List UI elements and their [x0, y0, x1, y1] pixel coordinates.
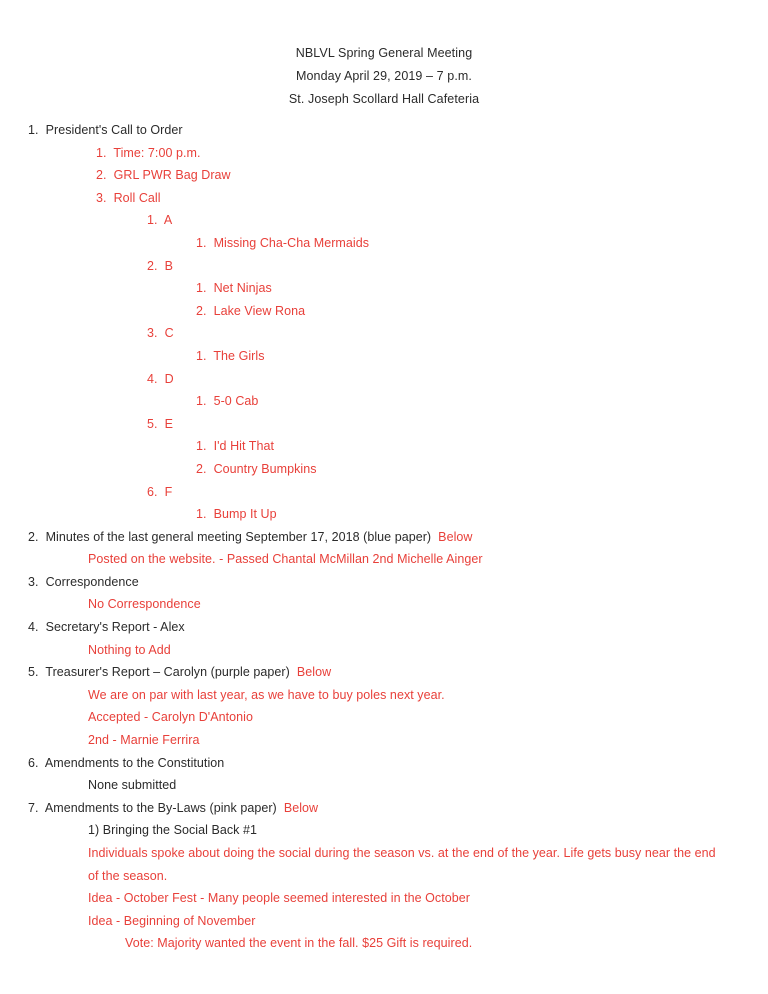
team-name: 5-0 Cab	[213, 394, 259, 409]
meeting-title: NBLVL Spring General Meeting	[295, 46, 473, 60]
agenda-outline	[0, 119, 768, 955]
agenda-item-5	[0, 661, 768, 684]
division-label: D	[164, 371, 174, 386]
list-marker: 6.	[28, 755, 43, 770]
agenda-item-7-vote: Vote: Majority wanted the event in the fall. $25 Gift is required.	[125, 936, 473, 951]
division-label: A	[163, 213, 173, 228]
below-annotation: Below	[434, 529, 473, 544]
agenda-item-label: GRL PWR Bag Draw	[113, 168, 231, 183]
agenda-item-label: Correspondence	[45, 574, 139, 589]
team-name: The Girls	[213, 348, 265, 363]
agenda-item-1	[0, 119, 768, 142]
meeting-datetime: Monday April 29, 2019 – 7 p.m.	[295, 69, 473, 83]
division-f	[0, 481, 768, 504]
agenda-item-label: Time: 7:00 p.m.	[113, 145, 201, 160]
team-e-1	[0, 435, 768, 458]
list-marker: 3.	[96, 190, 111, 205]
document-header	[0, 0, 768, 111]
division-c	[0, 322, 768, 345]
list-marker: 1.	[196, 439, 211, 454]
agenda-item-3	[0, 571, 768, 594]
list-marker: 7.	[28, 800, 43, 815]
team-name: Missing Cha-Cha Mermaids	[213, 235, 370, 250]
agenda-item-7	[0, 797, 768, 820]
team-b-2	[0, 300, 768, 323]
division-label: E	[164, 416, 173, 431]
list-marker: 1.	[196, 394, 211, 409]
team-name: Bump It Up	[213, 507, 277, 522]
agenda-item-label: Treasurer's Report – Carolyn (purple paper)	[45, 665, 290, 680]
list-marker: 2.	[28, 529, 43, 544]
team-f-1	[0, 503, 768, 526]
agenda-item-label: Minutes of the last general meeting September 17, 2018 (blue paper)	[45, 529, 432, 544]
team-d-1	[0, 390, 768, 413]
agenda-item-5-note-1: We are on par with last year, as we have to buy poles next year.	[88, 687, 445, 702]
below-annotation: Below	[280, 800, 319, 815]
agenda-item-1a	[0, 142, 768, 165]
list-marker: 1.	[96, 145, 111, 160]
agenda-item-7-discussion: Individuals spoke about doing the social during the season vs. at the end of the year. Life gets busy near the end of the season.	[88, 846, 716, 883]
division-e	[0, 413, 768, 436]
agenda-item-2	[0, 526, 768, 549]
agenda-item-4	[0, 616, 768, 639]
list-marker: 1.	[196, 507, 211, 522]
list-marker: 1.	[28, 123, 43, 137]
list-marker: 2.	[196, 303, 211, 318]
agenda-item-label: President's Call to Order	[45, 123, 183, 137]
list-marker: 1.	[196, 348, 211, 363]
agenda-item-6-note: None submitted	[88, 778, 177, 793]
list-marker: 2.	[96, 168, 111, 183]
list-marker: 6.	[147, 484, 162, 499]
agenda-item-label: Amendments to the By-Laws (pink paper)	[44, 800, 277, 815]
list-marker: 2.	[196, 461, 211, 476]
agenda-item-label: Roll Call	[113, 190, 161, 205]
division-label: B	[164, 258, 173, 273]
agenda-item-7-idea-2: Idea - Beginning of November	[88, 913, 256, 928]
agenda-item-5-note-3: 2nd - Marnie Ferrira	[88, 733, 200, 748]
team-b-1	[0, 277, 768, 300]
team-a-1	[0, 232, 768, 255]
list-marker: 1.	[147, 213, 162, 228]
team-e-2	[0, 458, 768, 481]
agenda-item-4-note: Nothing to Add	[88, 642, 171, 657]
agenda-item-2-note: Posted on the website. - Passed Chantal McMillan 2nd Michelle Ainger	[88, 552, 483, 567]
division-label: F	[164, 484, 173, 499]
agenda-item-5-note-2: Accepted - Carolyn D'Antonio	[88, 710, 253, 725]
agenda-item-7-idea-1: Idea - October Fest - Many people seemed interested in the October	[88, 891, 470, 906]
division-label: C	[164, 326, 174, 341]
list-marker: 1.	[196, 235, 211, 250]
agenda-item-3-note: No Correspondence	[88, 597, 201, 612]
team-name: Net Ninjas	[213, 281, 272, 296]
team-name: I'd Hit That	[213, 439, 275, 454]
agenda-item-1b	[0, 164, 768, 187]
division-a	[0, 209, 768, 232]
meeting-location: St. Joseph Scollard Hall Cafeteria	[288, 92, 480, 106]
agenda-item-1c	[0, 187, 768, 210]
list-marker: 4.	[147, 371, 162, 386]
team-name: Country Bumpkins	[213, 461, 317, 476]
division-b	[0, 255, 768, 278]
agenda-item-label: Secretary's Report - Alex	[45, 620, 185, 635]
team-c-1	[0, 345, 768, 368]
agenda-item-7-sub-1: 1) Bringing the Social Back #1	[88, 823, 257, 838]
list-marker: 5.	[28, 665, 43, 680]
below-annotation: Below	[293, 665, 332, 680]
agenda-item-6	[0, 752, 768, 775]
agenda-item-label: Amendments to the Constitution	[44, 755, 225, 770]
team-name: Lake View Rona	[213, 303, 306, 318]
list-marker: 4.	[28, 620, 43, 635]
list-marker: 1.	[196, 281, 211, 296]
list-marker: 5.	[147, 416, 162, 431]
list-marker: 2.	[147, 258, 162, 273]
division-d	[0, 368, 768, 391]
list-marker: 3.	[147, 326, 162, 341]
list-marker: 3.	[28, 574, 43, 589]
